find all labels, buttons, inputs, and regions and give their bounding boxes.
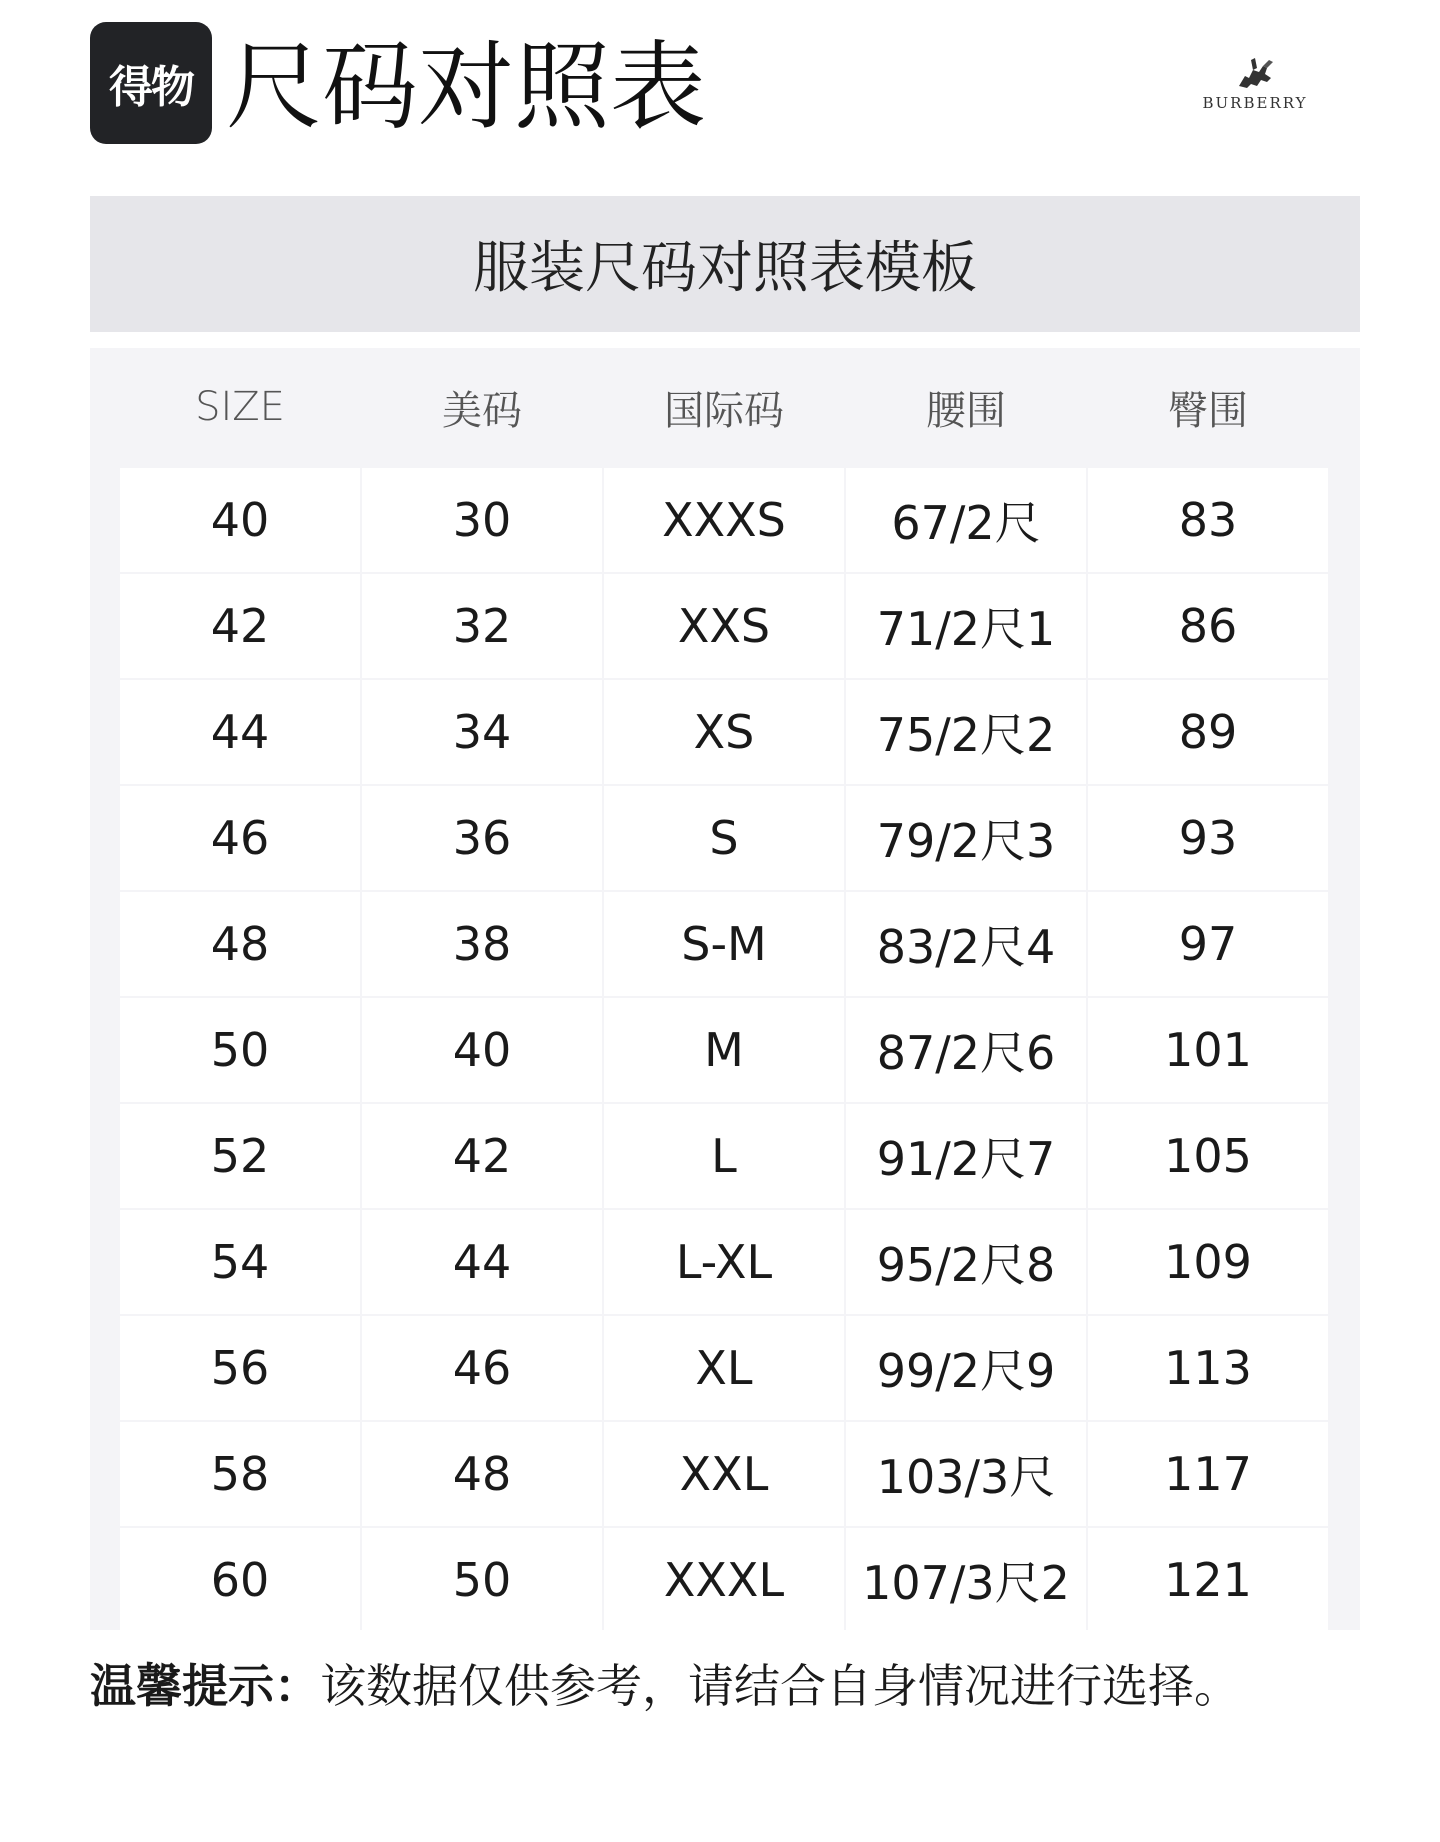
cell-waist: 83/2尺4 bbox=[846, 892, 1086, 996]
cell-size: 40 bbox=[120, 468, 360, 572]
cell-size: 54 bbox=[120, 1210, 360, 1314]
dewu-logo-badge bbox=[90, 22, 212, 144]
cell-hip: 86 bbox=[1088, 574, 1328, 678]
cell-us-size: 32 bbox=[362, 574, 602, 678]
cell-size: 58 bbox=[120, 1422, 360, 1526]
table-row bbox=[120, 786, 1330, 892]
cell-intl-size: XXS bbox=[604, 574, 844, 678]
cell-hip: 93 bbox=[1088, 786, 1328, 890]
cell-size: 42 bbox=[120, 574, 360, 678]
size-table bbox=[90, 348, 1360, 1630]
brand-logo bbox=[1180, 56, 1330, 112]
cell-size: 60 bbox=[120, 1528, 360, 1632]
cell-intl-size: XXXL bbox=[604, 1528, 844, 1632]
cell-us-size: 30 bbox=[362, 468, 602, 572]
cell-intl-size: XXXS bbox=[604, 468, 844, 572]
cell-size: 48 bbox=[120, 892, 360, 996]
cell-us-size: 50 bbox=[362, 1528, 602, 1632]
table-banner bbox=[90, 196, 1360, 332]
cell-waist: 67/2尺 bbox=[846, 468, 1086, 572]
column-header-us-size: 美码 bbox=[442, 387, 522, 434]
column-header-intl-size: 国际码 bbox=[664, 387, 784, 434]
cell-intl-size: XS bbox=[604, 680, 844, 784]
column-header-hip: 臀围 bbox=[1168, 387, 1248, 434]
cell-intl-size: S bbox=[604, 786, 844, 890]
cell-size: 50 bbox=[120, 998, 360, 1102]
header bbox=[90, 22, 1360, 152]
cell-waist: 95/2尺8 bbox=[846, 1210, 1086, 1314]
cell-hip: 89 bbox=[1088, 680, 1328, 784]
brand-name: BURBERRY bbox=[1202, 94, 1308, 112]
cell-hip: 121 bbox=[1088, 1528, 1328, 1632]
table-row bbox=[120, 1316, 1330, 1422]
table-row bbox=[120, 574, 1330, 680]
table-row bbox=[120, 1422, 1330, 1528]
tip-text: 该数据仅供参考，请结合自身情况进行选择。 bbox=[320, 1659, 1240, 1713]
cell-us-size: 46 bbox=[362, 1316, 602, 1420]
cell-hip: 105 bbox=[1088, 1104, 1328, 1208]
cell-hip: 117 bbox=[1088, 1422, 1328, 1526]
cell-us-size: 38 bbox=[362, 892, 602, 996]
cell-intl-size: XXL bbox=[604, 1422, 844, 1526]
tip-note bbox=[90, 1650, 1240, 1716]
cell-size: 56 bbox=[120, 1316, 360, 1420]
cell-hip: 109 bbox=[1088, 1210, 1328, 1314]
cell-waist: 71/2尺1 bbox=[846, 574, 1086, 678]
cell-us-size: 42 bbox=[362, 1104, 602, 1208]
cell-waist: 91/2尺7 bbox=[846, 1104, 1086, 1208]
cell-us-size: 40 bbox=[362, 998, 602, 1102]
table-row bbox=[120, 1528, 1330, 1634]
cell-waist: 99/2尺9 bbox=[846, 1316, 1086, 1420]
cell-hip: 101 bbox=[1088, 998, 1328, 1102]
cell-intl-size: L bbox=[604, 1104, 844, 1208]
cell-hip: 97 bbox=[1088, 892, 1328, 996]
table-row bbox=[120, 680, 1330, 786]
badge-text: 得物 bbox=[109, 62, 193, 113]
cell-waist: 75/2尺2 bbox=[846, 680, 1086, 784]
cell-intl-size: XL bbox=[604, 1316, 844, 1420]
banner-title: 服装尺码对照表模板 bbox=[473, 236, 977, 301]
cell-us-size: 36 bbox=[362, 786, 602, 890]
table-row bbox=[120, 1104, 1330, 1210]
cell-waist: 103/3尺 bbox=[846, 1422, 1086, 1526]
tip-label: 温馨提示： bbox=[90, 1659, 320, 1713]
cell-intl-size: L-XL bbox=[604, 1210, 844, 1314]
cell-us-size: 44 bbox=[362, 1210, 602, 1314]
page-title: 尺码对照表 bbox=[226, 31, 706, 143]
cell-us-size: 48 bbox=[362, 1422, 602, 1526]
cell-size: 46 bbox=[120, 786, 360, 890]
cell-size: 52 bbox=[120, 1104, 360, 1208]
equestrian-knight-icon bbox=[1233, 56, 1277, 92]
table-row bbox=[120, 468, 1330, 574]
cell-waist: 79/2尺3 bbox=[846, 786, 1086, 890]
cell-hip: 83 bbox=[1088, 468, 1328, 572]
table-row bbox=[120, 892, 1330, 998]
cell-intl-size: S-M bbox=[604, 892, 844, 996]
table-row bbox=[120, 1210, 1330, 1316]
cell-waist: 107/3尺2 bbox=[846, 1528, 1086, 1632]
cell-us-size: 34 bbox=[362, 680, 602, 784]
cell-hip: 113 bbox=[1088, 1316, 1328, 1420]
table-row bbox=[120, 998, 1330, 1104]
cell-intl-size: M bbox=[604, 998, 844, 1102]
column-header-size: SIZE bbox=[195, 384, 285, 430]
cell-size: 44 bbox=[120, 680, 360, 784]
column-header-waist: 腰围 bbox=[926, 387, 1006, 434]
cell-waist: 87/2尺6 bbox=[846, 998, 1086, 1102]
